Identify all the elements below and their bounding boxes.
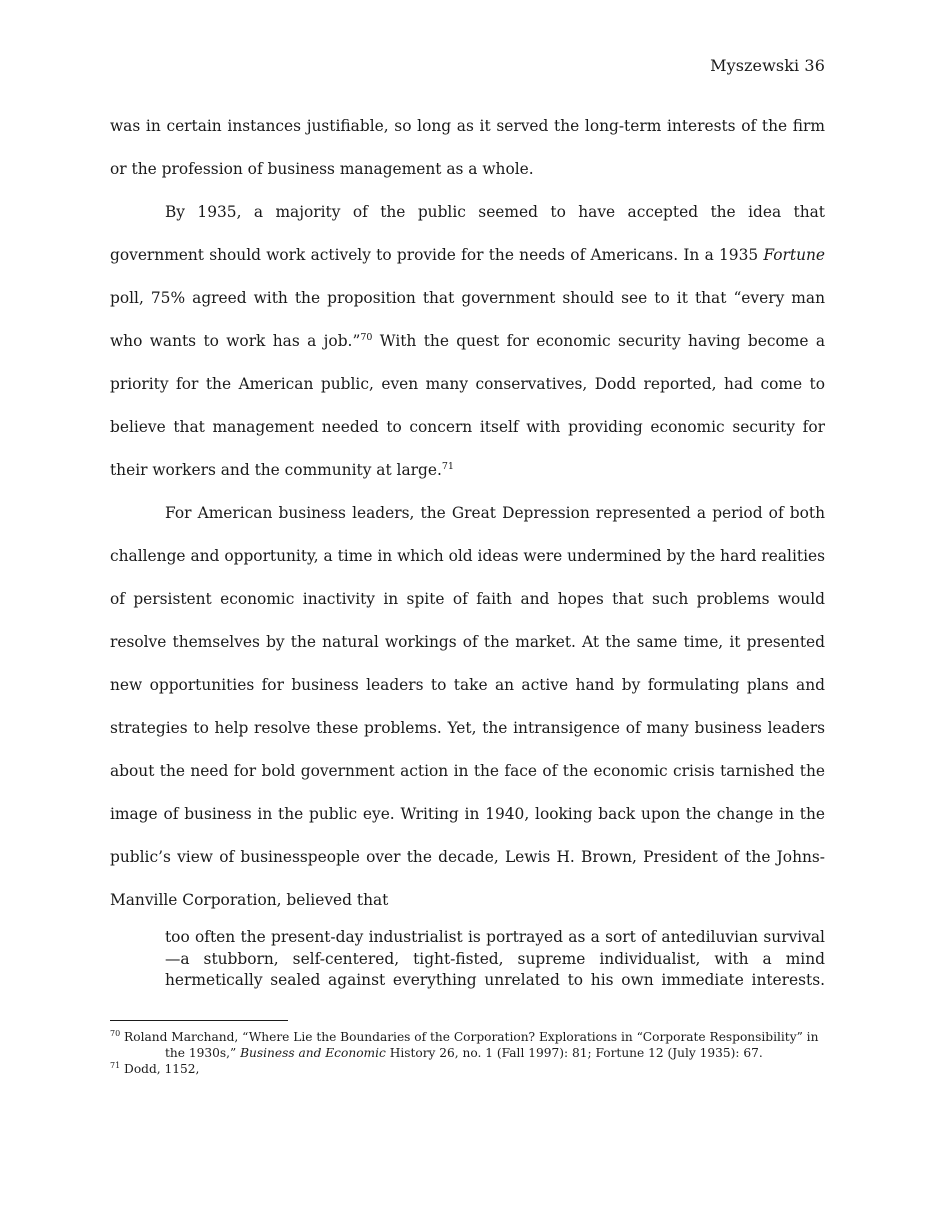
paragraph-2-text-c: With the quest for economic security having become a priority for the American public, even many conservatives, Dodd reported, had come to believe that management needed to concern itself with providing economic security for their workers and the community at large.: [110, 332, 825, 479]
footnote-70-text-a: Roland Marchand, “Where Lie the Boundaries of the Corporation? Explorations in “Corporate Responsibility” in the 1930s,”: [120, 1030, 819, 1061]
fortune-italic: Fortune: [763, 246, 825, 264]
block-quote-line-2: survival—a stubborn, self-centered, tight-fisted, supreme individualist, with a mind: [165, 928, 825, 968]
paragraph-2-text-a: By 1935, a majority of the public seemed to have accepted the idea that government should work actively to provide for the needs of Americans. In a 1935: [110, 203, 825, 264]
paragraph-2-text-b: poll, 75% agreed with the proposition that government should see to it that “every man who wants to work has a job.”: [110, 289, 825, 350]
paragraph-3-text: For American business leaders, the Great Depression represented a period of both challenge and opportunity, a time in which old ideas were undermined by the hard realities of persistent economic inactivity in spite of faith and hopes that such problems would resolve themselves by the natural workings of the market. At the same time, it presented new opportunities for business leaders to take an active hand by formulating plans and strategies to help resolve these problems. Yet, the intransigence of many business leaders about the need for bold government action in the face of the economic crisis tarnished the image of business in the public eye. Writing in 1940, looking back upon the change in the public’s view of businesspeople over the decade, Lewis H. Brown, President of the Johns-Manville Corporation, believed that: [110, 504, 825, 909]
running-head: Myszewski 36: [710, 56, 825, 75]
paragraph-1-text: was in certain instances justifiable, so long as it served the long-term interests of the firm or the profession of business management as a whole.: [110, 117, 825, 178]
footnote-70: [110, 1029, 825, 1061]
paragraph-3: [110, 492, 825, 922]
footnote-ref-71[interactable]: 71: [441, 460, 454, 472]
footnote-ref-70[interactable]: 70: [360, 331, 373, 343]
paragraph-continued: [110, 105, 825, 191]
footnote-71-text: Dodd, 1152,: [120, 1062, 200, 1077]
footnote-71: [110, 1061, 825, 1077]
block-quote: [165, 927, 825, 992]
footnote-71-number: 71: [110, 1061, 121, 1071]
footnotes: [110, 1029, 825, 1078]
footnote-70-text-b: History 26, no. 1 (Fall 1997): 81; Fortune 12 (July 1935): 67.: [385, 1046, 763, 1061]
block-quote-line-3: hermetically sealed against everything unrelated to his own immediate interests.: [165, 971, 825, 989]
footnote-divider: [110, 1020, 288, 1021]
body-text: [110, 105, 825, 922]
paragraph-2: [110, 191, 825, 492]
footnote-70-number: 70: [110, 1028, 121, 1038]
block-quote-line-1: too often the present-day industrialist is portrayed as a sort of antediluvian: [165, 928, 759, 946]
footnote-70-italic: Business and Economic: [240, 1046, 386, 1061]
